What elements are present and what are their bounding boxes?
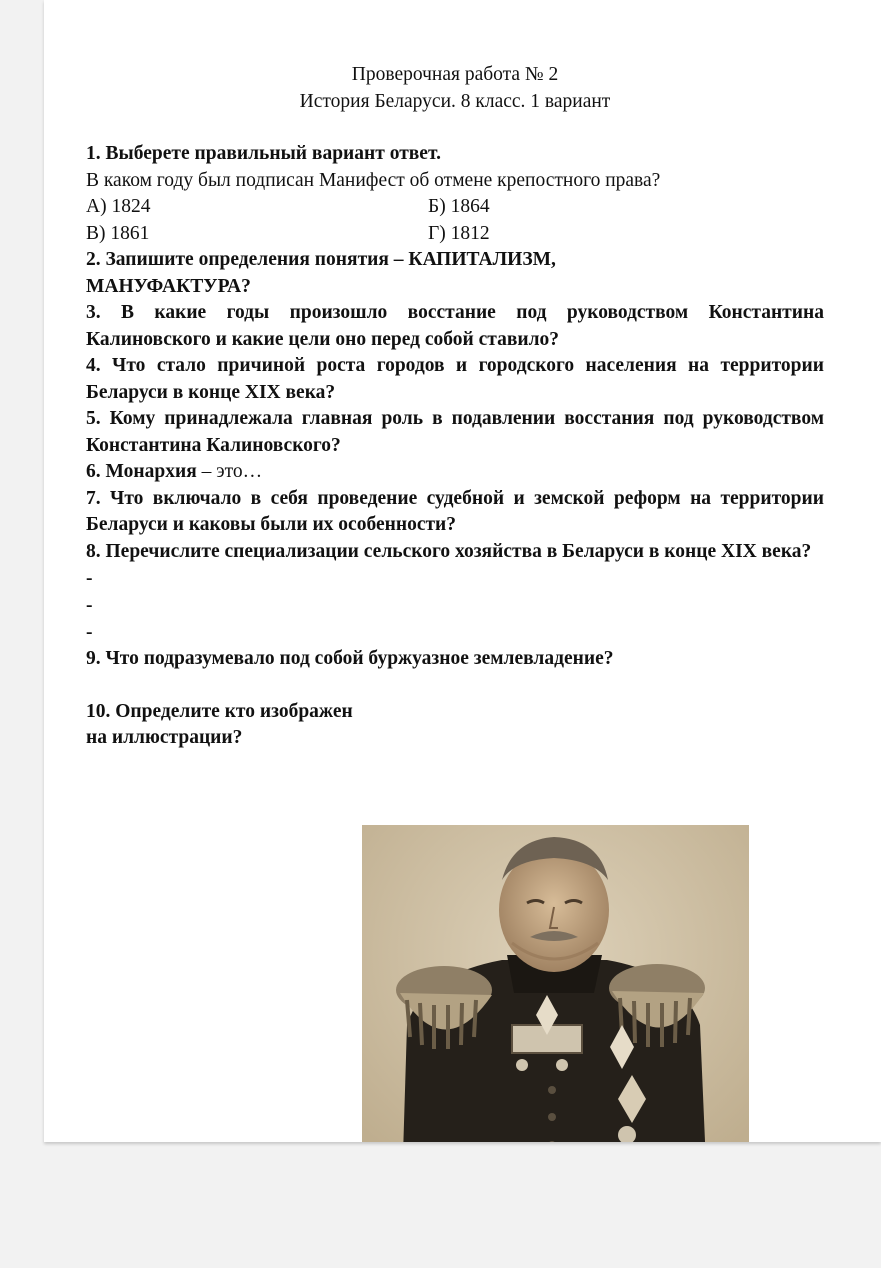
question-7: 7. Что включало в себя проведение судебной и земской реформ на территории Беларуси и каковы были их особенности?: [86, 487, 824, 535]
question-8: 8. Перечислите специализации сельского хозяйства в Беларуси в конце XIX века?: [86, 540, 812, 562]
question-6-term: 6. Монархия: [86, 461, 197, 482]
document-body: [86, 62, 824, 752]
question-9: 9. Что подразумевало под собой буржуазное землевладение?: [86, 648, 614, 669]
question-1-title: 1. Выберете правильный вариант ответ.: [86, 143, 441, 164]
option-b: Б) 1864: [428, 196, 490, 217]
answer-dash-3: -: [86, 622, 93, 643]
document-title: Проверочная работа № 2: [351, 64, 559, 85]
question-6: [86, 459, 824, 486]
answer-dash-1: -: [86, 568, 93, 589]
question-1-options: [86, 194, 824, 247]
question-10-line2: на иллюстрации?: [86, 727, 243, 748]
question-1-text: В каком году был подписан Манифест об отмене крепостного права?: [86, 169, 661, 191]
question-2-line2: МАНУФАКТУРА?: [86, 275, 251, 297]
document-page: [44, 0, 881, 1142]
question-10-line1: 10. Определите кто изображен: [86, 700, 353, 722]
question-6-rest: – это…: [196, 461, 263, 482]
question-3: 3. В какие годы произошло восстание под руководством Константина Калиновского и какие цели оно перед собой ставило?: [86, 302, 824, 350]
portrait-photo: [362, 825, 749, 1142]
document-subtitle: История Беларуси. 8 класс. 1 вариант: [299, 90, 611, 112]
question-5: 5. Кому принадлежала главная роль в подавлении восстания под руководством Константина Калиновского?: [86, 408, 824, 456]
question-4: 4. Что стало причиной роста городов и городского населения на территории Беларуси в конце XIX века?: [86, 355, 824, 403]
option-v: В) 1861: [86, 222, 150, 244]
option-g: Г) 1812: [428, 222, 490, 244]
option-a: А) 1824: [86, 196, 151, 217]
question-2-line1: 2. Запишите определения понятия – КАПИТАЛИЗМ,: [86, 249, 556, 270]
answer-dash-2: -: [86, 595, 93, 616]
spacer: [86, 673, 824, 699]
portrait-illustration: [362, 825, 749, 1142]
